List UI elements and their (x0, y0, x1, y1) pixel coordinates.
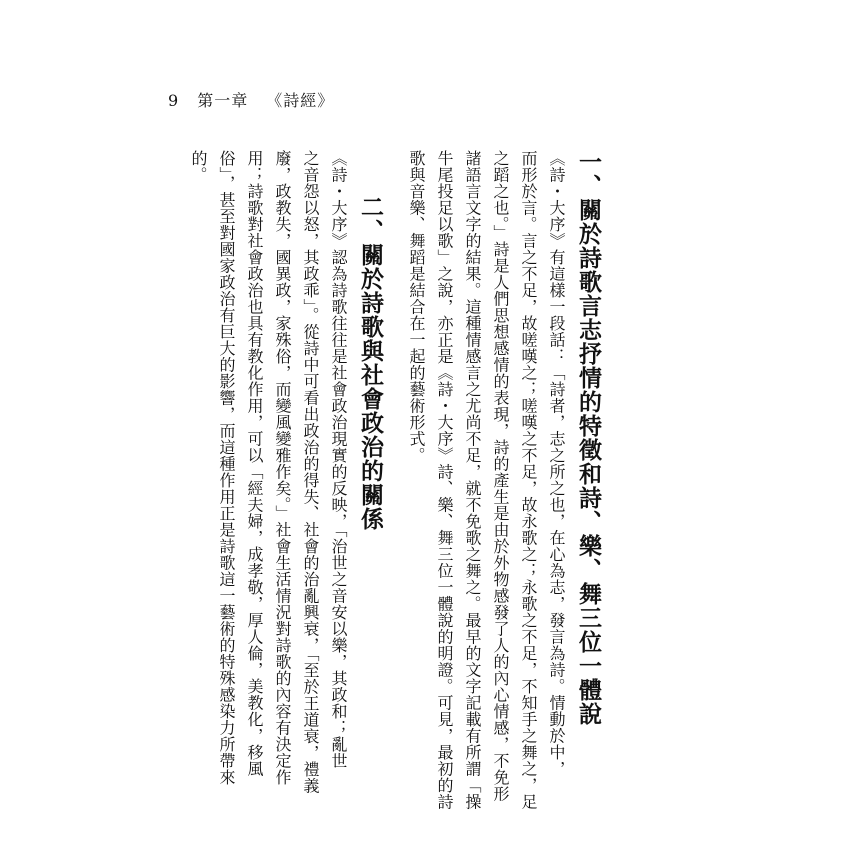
paragraph-line: 俗」，甚至對國家政治有巨大的影響，而這種作用正是詩歌這一藝術的特殊感染力所帶來 (217, 150, 236, 786)
section-gap (382, 150, 396, 800)
section-2-heading: 二、關於詩歌與社會政治的關係 (357, 195, 384, 531)
paragraph-line: 的。 (189, 150, 208, 183)
section-1-heading: 一、關於詩歌言志抒情的特徵和詩、樂、舞三位一體說 (575, 150, 602, 726)
paragraph-line: 牛尾投足以歌」之說，亦正是《詩・大序》詩、樂、舞三位一體說的明證。可見，最初的詩 (435, 150, 454, 810)
paragraph-line: 之音怨以怒，其政乖」。從詩中可看出政治的得失、社會的治亂興衰，「至於王道衰，禮義 (301, 150, 320, 794)
paragraph-line: 用；詩歌對社會政治也具有教化作用，可以「經夫婦，成孝敬，厚人倫，美教化，移風 (245, 150, 264, 777)
chapter-label: 第一章 (197, 91, 249, 110)
paragraph-line: 而形於言。言之不足，故嗟嘆之；嗟嘆之不足，故永歌之；永歌之不足，不知手之舞之，足 (519, 150, 538, 810)
paragraph-line: 之蹈之也。」詩是人們思想感情的表現，詩的產生是由於外物感發了人的內心情感，不免形 (491, 150, 510, 802)
paragraph-line: 歌與音樂、舞蹈是結合在一起的藝術形式。 (407, 150, 426, 464)
page-number: 9 (168, 91, 180, 110)
paragraph-line: 諸語言文字的結果。這種情感言之尤尚不足，就不免歌之舞之。最早的文字記載有所謂「操 (463, 150, 482, 810)
book-title: 《詩經》 (266, 91, 335, 110)
vertical-text-body (160, 150, 602, 810)
paragraph-line: 《詩・大序》認為詩歌往往是社會政治現實的反映，「治世之音安以樂，其政和；亂世 (329, 150, 348, 769)
running-header (168, 88, 334, 111)
paragraph-line: 廢，政教失，國異政，家殊俗，而變風變雅作矣。」社會生活情況對詩歌的內容有決定作 (273, 150, 292, 786)
paragraph-line: 《詩・大序》有這樣一段話：「詩者，志之所之也，在心為志，發言為詩。情動於中， (547, 150, 566, 777)
